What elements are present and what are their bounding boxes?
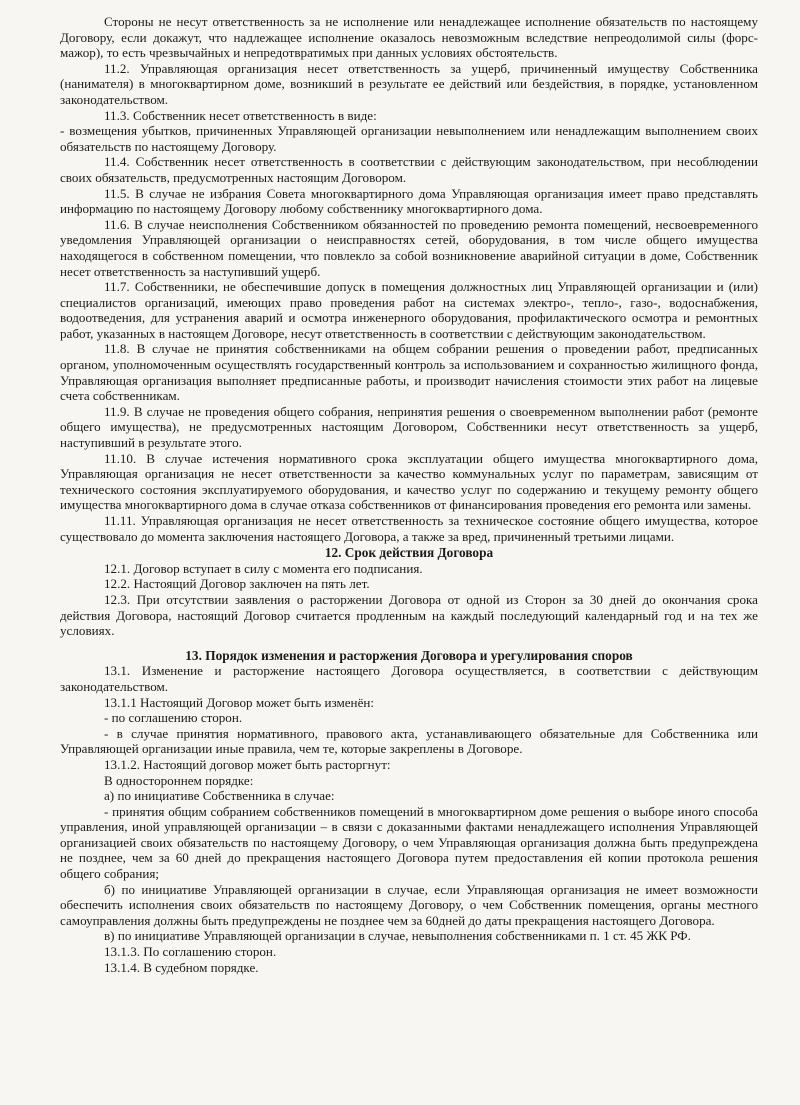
paragraph-13-item-a-detail: - принятия общим собранием собственников помещений в многоквартирном доме решения о выборе иного способа управления, иной управляющей организации – в связи с доказанными фактами ненадлежащего исполнения Управляющей организацией своих обязательств по настоящему Договору, о чем Управляющая организация должна быть предупреждена не позднее, чем за 60 дней до прекращения настоящего Договора путем предоставления ей копии протокола решения общего собрания; [60, 803, 758, 882]
paragraph-13-1: 13.1. Изменение и расторжение настоящего Договора осуществляется, в соответствии с действующим законодательством. [60, 663, 758, 694]
paragraph-12-2: 12.2. Настоящий Договор заключен на пять лет. [104, 576, 370, 592]
paragraph-11-3: 11.3. Собственник несет ответственность в виде: [104, 107, 377, 123]
section-13-heading: 13. Порядок изменения и расторжения Договора и урегулирования споров [185, 647, 633, 663]
paragraph-13-item-c: в) по инициативе Управляющей организации в случае, невыполнения собственниками п. 1 ст. 45 ЖК РФ. [104, 928, 691, 944]
paragraph-11-3-item: - возмещения убытков, причиненных Управляющей организации невыполнением или ненадлежащим выполнением своих обязательств по настоящему Договору. [60, 123, 758, 154]
paragraph-13-item-a: а) по инициативе Собственника в случае: [104, 788, 335, 804]
paragraph-11-6: 11.6. В случае неисполнения Собственником обязанностей по проведению ремонта помещений, несвоевременного уведомления Управляющей организации о неисправностях сетей, оборудования, в том числе общего имущества находящегося в собственном помещении, что повлекло за собой возникновение аварийной ситуации в доме, Собственник несет ответственность за наступивший ущерб. [60, 216, 758, 279]
section-12-heading: 12. Срок действия Договора [324, 545, 494, 561]
paragraph-11-8: 11.8. В случае не принятия собственниками на общем собрании решения о проведении работ, предписанных органом, уполномоченным осуществлять государственный контроль за использованием и сохранностью жилищного фонда, Управляющая организация выполняет предписанные работы, и производит начисления стоимости этих работ на лицевые счета собственникам. [60, 341, 758, 404]
paragraph-13-1-1: 13.1.1 Настоящий Договор может быть изменён: [104, 694, 375, 710]
paragraph-13-1-4: 13.1.4. В судебном порядке. [104, 959, 259, 975]
paragraph-11-1: Стороны не несут ответственность за не исполнение или ненадлежащее исполнение обязательств по настоящему Договору, если докажут, что надлежащее исполнение оказалось невозможным вследствие непреодолимой силы (форс-мажор), то есть чрезвычайных и непредотвратимых при данных условиях обстоятельств. [60, 14, 758, 61]
paragraph-11-9: 11.9. В случае не проведения общего собрания, непринятия решения о своевременном выполнении работ (ремонте общего имущества), не предусмотренных настоящим Договором, Собственники несут ответственность за ущерб, наступивший в результате этого. [60, 403, 758, 451]
paragraph-13-1-1-item-b: - в случае принятия нормативного, правового акта, устанавливающего обязательные для Собственника или Управляющей организации иные правила, чем те, которые закреплены в Договоре. [60, 725, 758, 757]
paragraph-11-11: 11.11. Управляющая организация не несет ответственность за техническое состояние общего имущества, которое существовало до момента заключения настоящего Договора, а также за вред, причиненный третьими лицами. [60, 513, 758, 544]
paragraph-11-5: 11.5. В случае не избрания Совета многоквартирного дома Управляющая организация имеет право представлять информацию по настоящему Договору любому собственнику многоквартирного дома. [60, 185, 758, 217]
paragraph-12-1: 12.1. Договор вступает в силу с момента его подписания. [104, 560, 423, 576]
paragraph-13-unilateral: В одностороннем порядке: [104, 772, 254, 788]
paragraph-13-1-1-item-a: - по соглашению сторон. [104, 710, 243, 726]
paragraph-13-item-b: б) по инициативе Управляющей организации в случае, если Управляющая организация не имеет возможности обеспечить исполнения своих обязательств по настоящему Договору, о чем Собственник помещения, органы местного самоуправления должны быть предупреждены не позднее чем за 60дней до даты прекращения настоящего Договора. [60, 881, 758, 928]
paragraph-11-7: 11.7. Собственники, не обеспечившие допуск в помещения должностных лиц Управляющей организации и (или) специалистов организаций, имеющих право проведения работ на системах электро-, тепло-, газо-, водоснабжения, водоотведения, для устранения аварий и осмотра инженерного оборудования, профилактического осмотра и ремонтных работ, указанных в настоящем Договоре, несут ответственность в соответствии с действующим законодательством. [60, 279, 758, 341]
paragraph-11-10: 11.10. В случае истечения нормативного срока эксплуатации общего имущества многоквартирного дома, Управляющая организация не несет ответственности за качество коммунальных услуг по параметрам, зависящим от технического состояния эксплуатируемого оборудования, и качество услуг по содержанию и текущему ремонту общего имущества многоквартирного дома в случае отказа собственников от финансирования проведения его ремонта или замены. [60, 450, 758, 513]
paragraph-13-1-2: 13.1.2. Настоящий договор может быть расторгнут: [104, 756, 391, 772]
paragraph-11-4: 11.4. Собственник несет ответственность в соответствии с действующим законодательством, при несоблюдении своих обязательств, предусмотренных настоящим Договором. [60, 154, 758, 185]
paragraph-13-1-3: 13.1.3. По соглашению сторон. [104, 944, 277, 960]
paragraph-12-3: 12.3. При отсутствии заявления о расторжении Договора от одной из Сторон за 30 дней до окончания срока действия Договора, настоящий Договор считается продленным на каждый последующий календарный год и на тех же условиях. [60, 591, 758, 639]
paragraph-11-2: 11.2. Управляющая организация несет ответственность за ущерб, причиненный имуществу Собственника (нанимателя) в многоквартирном доме, возникший в результате ее действий или бездействия, в порядке, установленном законодательством. [60, 60, 758, 107]
